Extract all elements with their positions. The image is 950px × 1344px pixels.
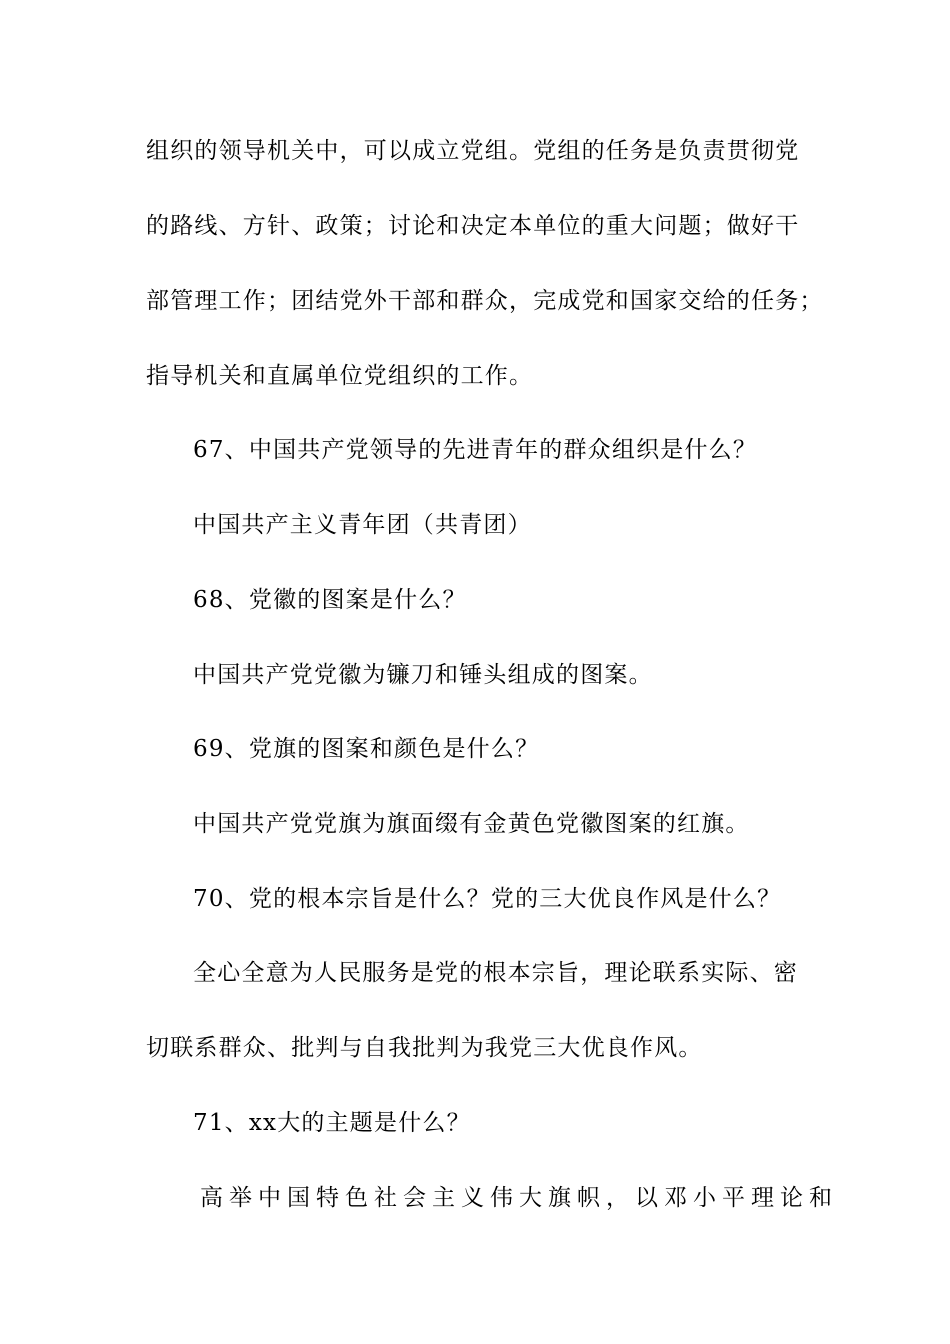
- paragraph-line-2: 的路线、方针、政策；讨论和决定本单位的重大问题；做好干: [146, 213, 800, 239]
- answer-69: 中国共产党党旗为旗面缀有金黄色党徽图案的红旗。: [193, 811, 750, 837]
- question-70: 70、党的根本宗旨是什么？党的三大优良作风是什么？: [193, 886, 782, 912]
- paragraph-line-3: 部管理工作；团结党外干部和群众，完成党和国家交给的任务；: [146, 288, 824, 314]
- answer-68: 中国共产党党徽为镰刀和锤头组成的图案。: [193, 662, 653, 688]
- question-69: 69、党旗的图案和颜色是什么？: [193, 736, 540, 762]
- question-71: 71、xx大的主题是什么？: [193, 1110, 471, 1136]
- answer-71-line-1: 高举中国特色社会主义伟大旗帜，以邓小平理论和: [200, 1185, 838, 1211]
- answer-67: 中国共产主义青年团（共青团）: [193, 512, 532, 538]
- answer-70-line-2: 切联系群众、批判与自我批判为我党三大优良作风。: [146, 1035, 703, 1061]
- answer-70-line-1: 全心全意为人民服务是党的根本宗旨，理论联系实际、密: [193, 960, 798, 986]
- paragraph-line-1: 组织的领导机关中，可以成立党组。党组的任务是负责贯彻党: [146, 138, 800, 164]
- paragraph-line-4: 指导机关和直属单位党组织的工作。: [146, 363, 534, 389]
- question-67: 67、中国共产党领导的先进青年的群众组织是什么？: [193, 437, 758, 463]
- question-68: 68、党徽的图案是什么？: [193, 587, 467, 613]
